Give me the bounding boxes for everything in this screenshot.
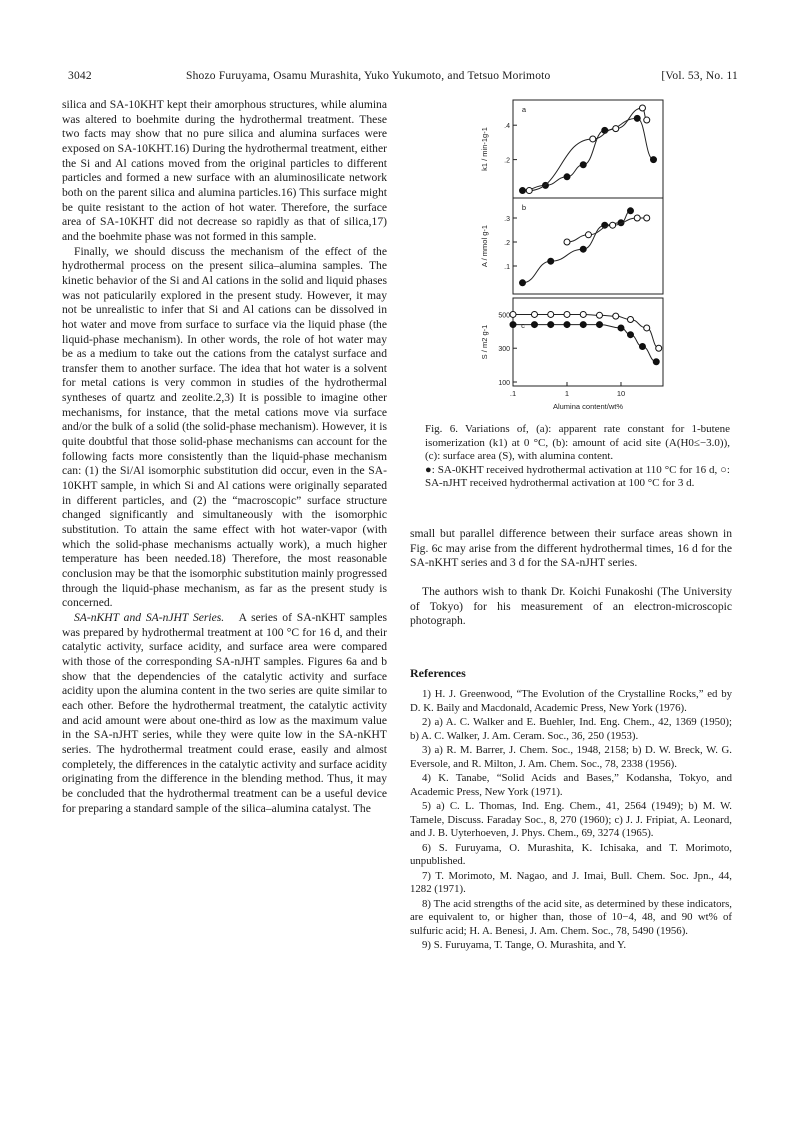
reference-item: 2) a) A. C. Walker and E. Buehler, Ind. Eng. Chem., 42, 1369 (1950); b) A. C. Walker, J. Am. Ceram. Soc., 36, 250 (1953). xyxy=(410,716,732,742)
series-curve xyxy=(513,325,656,362)
data-point-filled xyxy=(548,322,554,328)
reference-item: 7) T. Morimoto, M. Nagao, and J. Imai, Bull. Chem. Soc. Jpn., 44, 1282 (1971). xyxy=(410,869,732,895)
data-point-open xyxy=(627,317,633,323)
running-header xyxy=(68,70,738,86)
reference-item: 3) a) R. M. Barrer, J. Chem. Soc., 1948, 2158; b) D. W. Breck, W. G. Eversole, and R. Milton, J. Am. Chem. Soc., 78, 2338 (1956). xyxy=(410,744,732,770)
plot-frame xyxy=(513,198,663,294)
reference-item: 5) a) C. L. Thomas, Ind. Eng. Chem., 41, 2564 (1949); b) M. W. Tamele, Discuss. Faraday Soc., 8, 270 (1960); c) J. J. Fripiat, A. Leonard, and J. B. Uyterhoeven, J. Phys. Chem., 69, 3274 (1965). xyxy=(410,800,732,839)
data-point-open xyxy=(644,215,650,221)
data-point-filled xyxy=(580,162,586,168)
data-point-open xyxy=(585,232,591,238)
paragraph-series xyxy=(62,611,387,816)
data-point-open xyxy=(590,136,596,142)
y-tick-label: 300 xyxy=(498,346,510,354)
data-point-filled xyxy=(548,258,554,264)
series-curve xyxy=(529,108,646,191)
data-point-open xyxy=(610,222,616,228)
data-point-open xyxy=(580,311,586,317)
series-curve xyxy=(523,211,631,283)
data-point-open xyxy=(613,313,619,319)
paragraph-surface-area: small but parallel difference between their surface areas shown in Fig. 6c may arise from the different hydrothermal times, 16 d for the SA-nKHT series and 3 d for the SA-nJHT series. xyxy=(410,527,732,570)
figure-caption xyxy=(425,423,730,491)
series-curve xyxy=(523,118,654,190)
data-point-filled xyxy=(627,208,633,214)
y-tick-label: .1 xyxy=(504,264,510,271)
series-curve xyxy=(567,218,647,242)
x-tick-label: 1 xyxy=(564,389,570,398)
reference-item: 1) H. J. Greenwood, “The Evolution of the Crystalline Rocks,” ed by D. K. Baily and Macdonald, Academic Press, New York (1976). xyxy=(410,688,732,714)
caption-line-1: Fig. 6. Variations of, (a): apparent rate constant for 1-butene isomerization (k1) at 0 °C, (b): amount of acid site (A(H0≤−3.0)), (c): surface area (S), with alumina content. xyxy=(425,423,730,463)
data-point-open xyxy=(634,215,640,221)
reference-item: 8) The acid strengths of the acid site, as determined by these indicators, are equivalent to, or higher than, those of 10−4, 48, and 90 wt% of sulfuric acid; H. A. Benesi, J. Am. Chem. Soc., 78, 5490 (1956). xyxy=(410,897,732,937)
acknowledgment: The authors wish to thank Dr. Koichi Funakoshi (The University of Tokyo) for his measurement of an electron-microscopic photograph. xyxy=(410,584,732,628)
data-point-filled xyxy=(634,115,640,121)
y-axis-label: S / m2 g-1 xyxy=(480,324,489,360)
data-point-filled xyxy=(531,322,537,328)
page-number: 3042 xyxy=(68,70,92,82)
paragraph-series-text: A series of SA-nKHT samples was prepared by hydrothermal treatment at 100 °C for 16 d, and their catalytic activity, surface acidity, and surface area were compared with those of the corresponding SA-nJHT samples. Figures 6a and b show that the dependencies of the catalytic activity and surface acidity upon the alumina content in the two series are quite similar to each other. Before the hydrothermal treatment, the catalytic activity and acid amount were about one-third as low as the maximum value in the SA-nJHT series, while they were quite low in the SA-nKHT series. The hydrothermal treatment could erase, easily and almost completely, the differences in the catalytic activity and surface acidity originating from the difference in the blending method. Thus, it may be concluded that the hydrothermal treatment can be a useful device for preparing a standard sample of the silica–alumina catalyst. The xyxy=(62,610,387,815)
data-point-filled xyxy=(618,325,624,331)
panel-label: c xyxy=(521,321,525,330)
right-column-text xyxy=(410,527,732,629)
y-tick-label: 500 xyxy=(498,312,510,320)
data-point-filled xyxy=(602,127,608,133)
data-point-open xyxy=(644,117,650,123)
reference-item: 4) K. Tanabe, “Solid Acids and Bases,” Kodansha, Tokyo, and Academic Press, New York (1971). xyxy=(410,772,732,798)
y-tick-label: .3 xyxy=(504,216,510,223)
header-authors: Shozo Furuyama, Osamu Murashita, Yuko Yukumoto, and Tetsuo Morimoto xyxy=(186,70,551,82)
data-point-filled xyxy=(564,174,570,180)
data-point-open xyxy=(613,126,619,132)
data-point-filled xyxy=(596,322,602,328)
reference-item: 6) S. Furuyama, O. Murashita, K. Ichisaka, and T. Morimoto, unpublished. xyxy=(410,841,732,867)
data-point-filled xyxy=(520,280,526,286)
data-point-open xyxy=(564,311,570,317)
caption-line-2: ●: SA-0KHT received hydrothermal activation at 110 °C for 16 d, ○: SA-nJHT received hydrothermal activation at 100 °C for 3 d. xyxy=(425,463,730,490)
data-point-filled xyxy=(650,157,656,163)
y-tick-label: .2 xyxy=(504,240,510,247)
data-point-filled xyxy=(510,322,516,328)
data-point-open xyxy=(531,311,537,317)
paragraph-continuation: silica and SA-10KHT kept their amorphous structures, while alumina was altered to boehmite during the hydrothermal treatment. These two facts may show that no pure silica and alumina surfaces were exposed on SA-10KHT.16) During the hydrothermal treatment, either the Si and Al cations moved from the original particles to different particles and formed a new surface with an aluminosilicate network both on the parent silica and alumina particles.16) This surface might be quite resistant to the action of hot water. Therefore, the surface area of SA-10KHT did not decrease so rapidly as that of silica,17) and the boehmite phase was not formed in this sample. xyxy=(62,98,387,243)
y-tick-label: 100 xyxy=(498,380,510,387)
panel-label: b xyxy=(521,203,527,212)
y-axis-label: k1 / min-1g-1 xyxy=(480,127,489,171)
data-point-filled xyxy=(580,322,586,328)
data-point-open xyxy=(596,312,602,318)
data-point-open xyxy=(510,311,516,317)
x-tick-label: 10 xyxy=(616,389,626,398)
data-point-filled xyxy=(520,188,526,194)
data-point-open xyxy=(656,345,662,351)
paragraph-mechanism: Finally, we should discuss the mechanism of the effect of the hydrothermal process on the present silica–alumina samples. The kinetic behavior of the Si and Al cations in the solid and liquid phases was not paticularily explored in the present study. However, it may not be unrealistic to infer that Si and Al cations can be dissolved in hot water and move from surface to surface via the liquid phase (the liquid-phase mechanism). In other words, the role of hot water may be as a medium to take out the cations from the catalyst surface and transfer them to another surface. The idea that hot water is a solvent for metal cations is very common in studies of the hydrothermal syntheses of quartz and zeolite.2,3) It is possible to imagine other mechanisms, for instance, that the metal cations move via surface and/or the bulk of a solid (the solid-phase mechanism). However, it is quite doubtful that those solid-phase mechanisms can account for the following facts more consistently than the liquid-phase mechanism can: (1) the Si/Al isomorphic substitution did occur, even in the SA-10KHT sample, in which Si and Al cations were originally separated in different particles, and (2) the “macroscopic” surface structure changed significantly and simultaneously with the isomorphic substitution. To attain the same effect with hot water-vapor (with which the solid-phase mechanisms actually work), a much higher temperature has been needed.18) Therefore, the most reasonable conclusion may be that the isomorphic substitution mainly progressed through the liquid-phase mechanism, as far as the present study is concerned. xyxy=(62,244,387,610)
header-volume: [Vol. 53, No. 11 xyxy=(661,70,738,82)
data-point-filled xyxy=(564,322,570,328)
data-point-filled xyxy=(639,344,645,350)
data-point-filled xyxy=(653,359,659,365)
figure-6 xyxy=(465,98,675,416)
x-tick-label: .1 xyxy=(509,389,517,398)
data-point-open xyxy=(639,105,645,111)
data-point-open xyxy=(564,239,570,245)
panel-label: a xyxy=(521,105,527,114)
data-point-filled xyxy=(580,246,586,252)
plot-frame xyxy=(513,100,663,198)
data-point-open xyxy=(644,325,650,331)
figure-6-plots xyxy=(465,98,675,416)
y-axis-label: A / mmol g-1 xyxy=(480,224,489,268)
left-column xyxy=(62,98,387,816)
data-point-open xyxy=(548,311,554,317)
x-axis-label: Alumina content/wt% xyxy=(552,402,624,411)
y-tick-label: .2 xyxy=(504,157,510,165)
references-list xyxy=(410,688,732,954)
data-point-filled xyxy=(627,332,633,338)
reference-item: 9) S. Furuyama, T. Tange, O. Murashita, and Y. xyxy=(422,939,627,951)
references-heading: References xyxy=(410,666,466,680)
y-tick-label: .4 xyxy=(504,123,510,131)
series-curve xyxy=(513,314,659,348)
data-point-open xyxy=(526,188,532,194)
section-heading: SA-nKHT and SA-nJHT Series. xyxy=(74,610,225,624)
